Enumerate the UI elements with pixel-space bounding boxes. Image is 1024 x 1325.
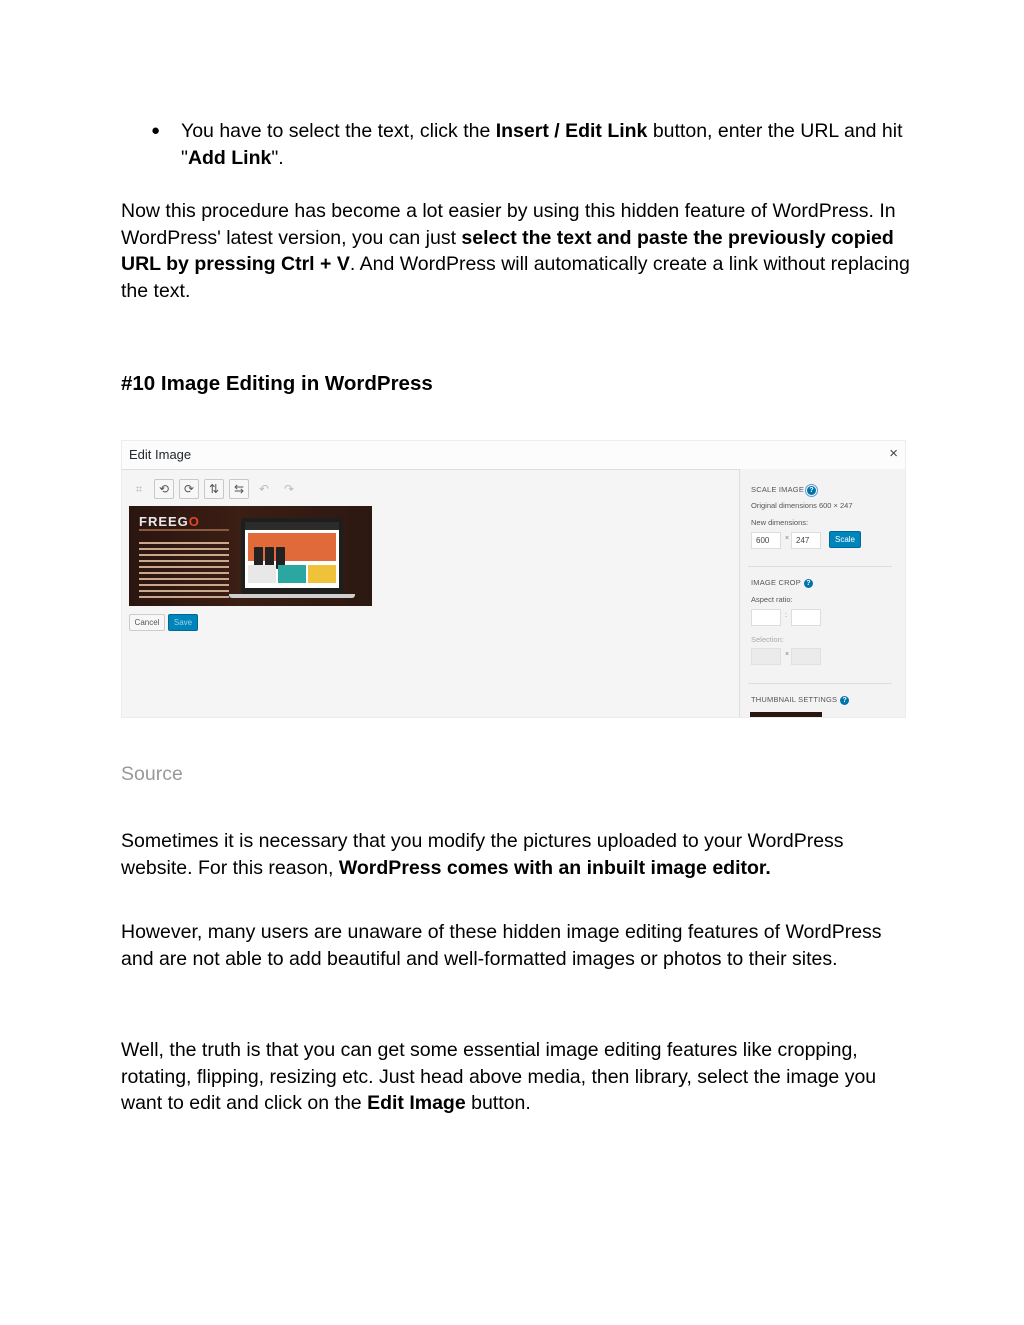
bullet-dot-icon: ● <box>151 122 161 139</box>
rotate-left-icon[interactable]: ⟲ <box>154 479 174 499</box>
paragraph-bold: WordPress comes with an inbuilt image editor. <box>338 856 771 879</box>
help-icon[interactable]: ? <box>840 696 849 705</box>
paragraph-text: . And WordPress will automatically create a link without replacing the text. <box>121 253 910 302</box>
save-button[interactable]: Save <box>168 614 198 631</box>
paragraph-text: Now this procedure has become a lot easier by using this hidden feature of WordPress. In WordPress' latest version, you can just <box>121 200 896 249</box>
cancel-button[interactable]: Cancel <box>129 614 165 631</box>
section-heading: #10 Image Editing in WordPress <box>121 372 433 395</box>
edit-image-header <box>122 441 905 470</box>
divider <box>748 566 892 567</box>
scale-image-label-text: SCALE IMAGE <box>751 485 805 494</box>
flip-vertical-icon[interactable]: ⇅ <box>204 479 224 499</box>
source-link[interactable]: Source <box>121 763 183 785</box>
preview-logo <box>139 514 200 529</box>
rotate-right-icon[interactable]: ⟳ <box>179 479 199 499</box>
preview-logo-text: FREEG <box>139 514 189 529</box>
paragraph-text: button. <box>465 1092 531 1115</box>
help-icon[interactable]: ? <box>804 579 813 588</box>
image-settings-sidebar <box>739 469 906 718</box>
edit-image-title: Edit Image <box>129 447 192 462</box>
bullet-text-part: button, enter the URL and hit " <box>181 120 903 169</box>
image-preview <box>129 506 372 606</box>
thumbnail-settings-label-text: THUMBNAIL SETTINGS <box>751 695 838 704</box>
image-crop-label <box>751 578 813 588</box>
width-input[interactable]: 600 <box>751 532 781 549</box>
sidebar-scrollbar[interactable] <box>905 477 906 637</box>
bullet-bold-add-link: Add Link <box>187 146 272 169</box>
thumbnail-preview <box>750 712 822 718</box>
paragraph-text: Well, the truth is that you can get some essential image editing features like cropping, rotating, flipping, resizing etc. Just head above media, then library, select the image you want to edit and click on the <box>121 1039 877 1115</box>
redo-icon[interactable]: ↷ <box>283 482 295 496</box>
image-crop-label-text: IMAGE CROP <box>751 578 801 587</box>
dimension-separator: × <box>785 535 790 542</box>
bullet-text <box>181 118 911 171</box>
paragraph-text: Sometimes it is necessary that you modify the pictures uploaded to your WordPress website. For this reason, <box>121 830 844 879</box>
aspect-ratio-separator: : <box>785 612 787 619</box>
paragraph-ctrl-v <box>121 198 911 304</box>
height-input[interactable]: 247 <box>791 532 821 549</box>
thumbnail-settings-label <box>751 695 849 705</box>
aspect-ratio-height-input[interactable] <box>791 609 821 626</box>
selection-height-input[interactable] <box>791 648 821 665</box>
bullet-text-part: ". <box>271 146 284 169</box>
laptop-screen <box>245 522 339 588</box>
scale-image-label <box>751 485 816 495</box>
help-icon[interactable]: ? <box>807 486 816 495</box>
edit-image-screenshot <box>121 440 906 718</box>
flip-horizontal-icon[interactable]: ⇆ <box>229 479 249 499</box>
undo-icon[interactable]: ↶ <box>258 482 270 496</box>
bullet-text-part: You have to select the text, click the <box>181 120 496 142</box>
paragraph-unaware-users: However, many users are unaware of these hidden image editing features of WordPress and are not able to add beautiful and well-formatted images or photos to their sites. <box>121 921 882 970</box>
divider <box>748 683 892 684</box>
laptop-illustration <box>241 518 343 594</box>
paragraph-inbuilt-editor <box>121 828 911 881</box>
selection-width-input[interactable] <box>751 648 781 665</box>
scale-button[interactable]: Scale <box>829 531 861 548</box>
close-icon[interactable]: × <box>889 445 898 462</box>
preview-subtitle-line <box>139 529 229 531</box>
laptop-base <box>229 594 355 598</box>
selection-label: Selection: <box>751 635 784 644</box>
crop-icon[interactable]: ⌗ <box>135 482 143 496</box>
selection-separator: × <box>785 651 790 658</box>
original-dimensions: Original dimensions 600 × 247 <box>751 501 853 510</box>
aspect-ratio-width-input[interactable] <box>751 609 781 626</box>
bullet-bold-insert-edit-link: Insert / Edit Link <box>495 120 648 142</box>
paragraph-bold: select the text and paste the previously copied URL by pressing Ctrl + V <box>121 226 894 276</box>
aspect-ratio-label: Aspect ratio: <box>751 595 793 604</box>
preview-logo-accent: O <box>188 514 200 529</box>
paragraph-editing-features <box>121 1037 911 1117</box>
preview-feature-list <box>139 542 229 602</box>
paragraph-bold: Edit Image <box>367 1092 466 1115</box>
new-dimensions-label: New dimensions: <box>751 518 809 527</box>
